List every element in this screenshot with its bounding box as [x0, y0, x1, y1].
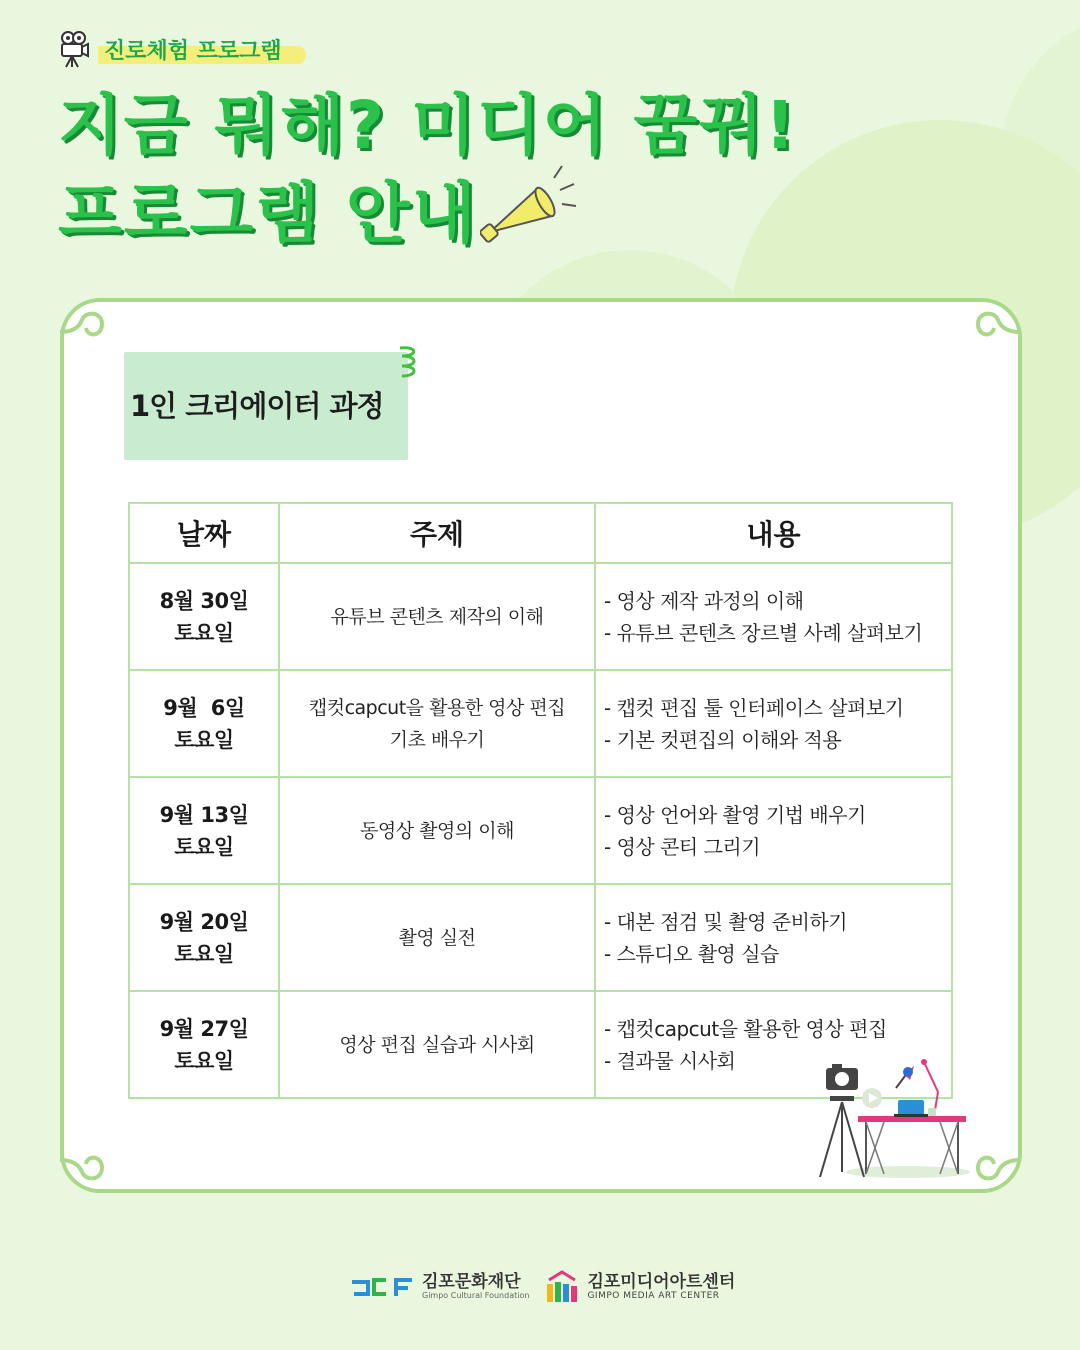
content-line: - 기본 컷편집의 이해와 적용 — [604, 727, 842, 752]
tag-label: 진로체험 프로그램 — [98, 32, 306, 67]
content-line: - 캡컷 편집 툴 인터페이스 살펴보기 — [604, 695, 904, 720]
content-line: - 대본 점검 및 촬영 준비하기 — [604, 909, 848, 934]
section-subtitle: 1인 크리에이터 과정 — [130, 389, 384, 423]
gmac-logo-icon — [543, 1268, 581, 1306]
table-row — [129, 777, 952, 884]
weekday: 토요일 — [174, 834, 234, 859]
megaphone-icon — [480, 160, 580, 250]
topic-cell — [279, 991, 595, 1098]
swirl-icon — [58, 1140, 108, 1190]
weekday: 토요일 — [174, 620, 234, 645]
weekday: 토요일 — [174, 1048, 234, 1073]
schedule-table — [128, 502, 953, 1099]
topic-line: 영상 편집 실습과 시사회 — [339, 1033, 535, 1056]
table-row — [129, 670, 952, 777]
swirl-icon — [58, 302, 108, 352]
topic-line: 기초 배우기 — [389, 728, 485, 751]
content-cell — [595, 563, 952, 670]
header-topic: 주제 — [279, 503, 595, 563]
page-title — [58, 82, 797, 258]
date: 9월 20일 — [159, 909, 249, 934]
content-line: - 결과물 시사회 — [604, 1048, 736, 1073]
date: 9월 13일 — [159, 802, 249, 827]
gimpo-cultural-foundation-logo — [350, 1273, 529, 1301]
studio-illustration — [808, 1052, 973, 1182]
date-cell — [129, 670, 279, 777]
table-row — [129, 563, 952, 670]
weekday: 토요일 — [174, 727, 234, 752]
weekday: 토요일 — [174, 941, 234, 966]
logo1-name: 김포문화재단 — [422, 1272, 521, 1292]
date: 8월 30일 — [159, 588, 249, 613]
logo1-sub: Gimpo Cultural Foundation — [422, 1291, 530, 1300]
table-header-row — [129, 503, 952, 563]
date-cell — [129, 777, 279, 884]
header-date: 날짜 — [129, 503, 279, 563]
gimpo-media-art-center-logo — [543, 1268, 735, 1306]
content-line: - 스튜디오 촬영 실습 — [604, 941, 779, 966]
topic-line: 촬영 실전 — [398, 926, 476, 949]
footer-logos — [350, 1268, 735, 1306]
table-row — [129, 884, 952, 991]
header-content: 내용 — [595, 503, 952, 563]
content-line: - 영상 제작 과정의 이해 — [604, 588, 804, 613]
content-cell — [595, 884, 952, 991]
swirl-icon — [972, 302, 1022, 352]
title-line-2: 프로그램 안내 — [58, 175, 478, 252]
topic-cell — [279, 884, 595, 991]
topic-cell — [279, 563, 595, 670]
spring-icon — [396, 344, 422, 384]
topic-line: 캡컷capcut을 활용한 영상 편집 — [308, 696, 566, 719]
content-line: - 유튜브 콘텐츠 장르별 사례 살펴보기 — [604, 620, 923, 645]
topic-line: 동영상 촬영의 이해 — [360, 819, 514, 842]
topic-cell — [279, 670, 595, 777]
date-cell — [129, 884, 279, 991]
date-cell — [129, 563, 279, 670]
content-cell — [595, 777, 952, 884]
topic-line: 유튜브 콘텐츠 제작의 이해 — [330, 605, 544, 628]
logo2-name: 김포미디어아트센터 — [587, 1271, 736, 1292]
logo2-sub: GIMPO MEDIA ART CENTER — [587, 1290, 720, 1301]
title-line-1: 지금 뭐해? 미디어 꿈꿔! — [58, 87, 798, 164]
date: 9월 27일 — [159, 1016, 249, 1041]
film-camera-icon — [58, 30, 90, 68]
content-line: - 캡컷capcut을 활용한 영상 편집 — [604, 1016, 887, 1041]
content-cell — [595, 670, 952, 777]
topic-cell — [279, 777, 595, 884]
date: 9월 6일 — [163, 695, 245, 720]
gcf-logo-icon — [350, 1274, 416, 1300]
content-line: - 영상 언어와 촬영 기법 배우기 — [604, 802, 866, 827]
program-tag — [58, 30, 306, 68]
content-line: - 영상 콘티 그리기 — [604, 834, 761, 859]
swirl-icon — [972, 1140, 1022, 1190]
date-cell — [129, 991, 279, 1098]
